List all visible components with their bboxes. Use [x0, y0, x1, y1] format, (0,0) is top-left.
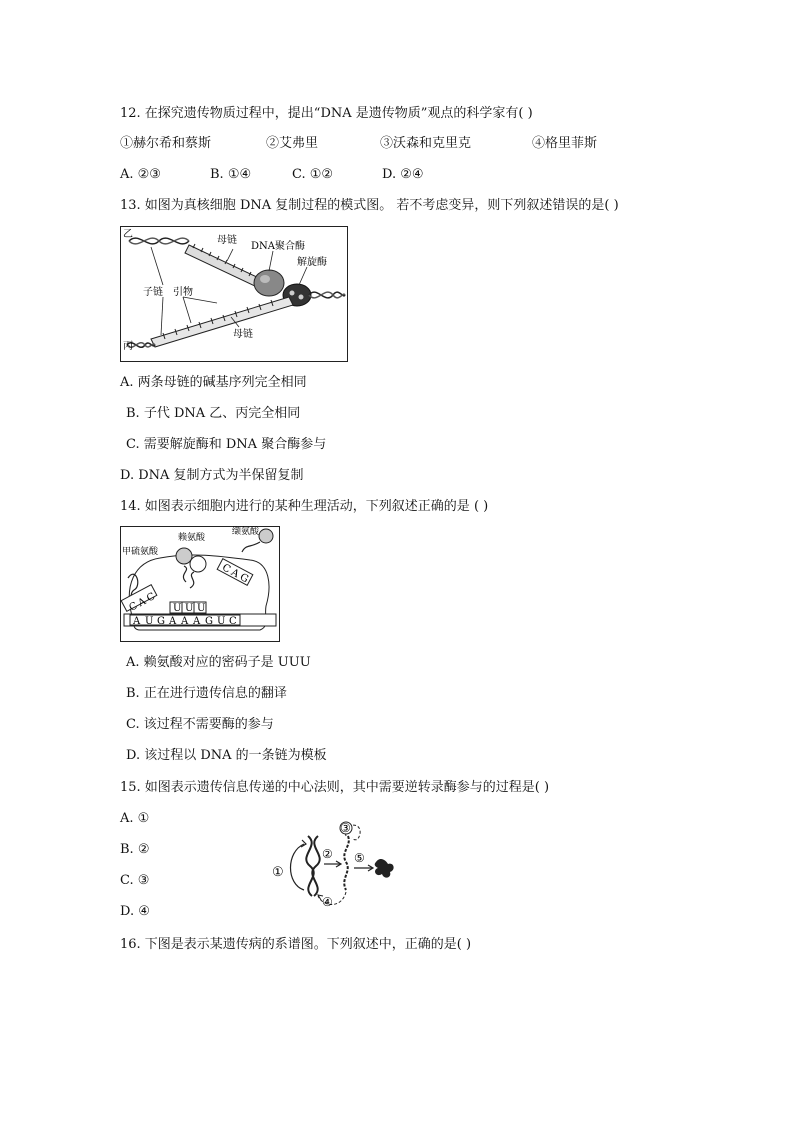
svg-text:C: C — [127, 600, 140, 614]
translation-diagram — [120, 526, 280, 642]
q13-option-b: B. 子代 DNA 乙、丙完全相同 — [126, 406, 301, 421]
q15-option-a: A. ① — [120, 811, 150, 826]
q12-option-a: A. ②③ — [120, 167, 161, 182]
svg-text:C: C — [220, 562, 233, 576]
dna-replication-diagram — [121, 227, 347, 361]
label-process-1: ① — [272, 865, 284, 880]
label-methionine: 甲硫氨酸 — [122, 547, 159, 557]
svg-text:G: G — [157, 616, 165, 627]
svg-text:A: A — [193, 616, 201, 627]
q14-option-d: D. 该过程以 DNA 的一条链为模板 — [126, 748, 327, 763]
svg-text:C: C — [229, 616, 237, 627]
q13-option-a: A. 两条母链的碱基序列完全相同 — [120, 375, 307, 390]
q15-option-d: D. ④ — [120, 904, 150, 919]
q13-stem: 13. 如图为真核细胞 DNA 复制过程的模式图。 若不考虑变异，则下列叙述错误的是( ) — [120, 198, 619, 213]
lower-strand-ribbon — [151, 297, 293, 347]
q12-option-d: D. ②④ — [382, 167, 424, 182]
q14-option-c: C. 该过程不需要酶的参与 — [126, 717, 274, 732]
q13-option-c: C. 需要解旋酶和 DNA 聚合酶参与 — [126, 437, 327, 452]
rna-strand-icon — [344, 836, 349, 890]
svg-text:U: U — [185, 603, 194, 614]
label-bing: 丙 — [123, 341, 133, 352]
svg-text:U: U — [217, 616, 226, 627]
protein-icon — [375, 859, 394, 878]
label-process-4: ④ — [322, 895, 333, 909]
amino-acid-ball — [190, 556, 206, 572]
valine-ball — [259, 529, 273, 543]
upper-strand-ribbon — [185, 245, 261, 287]
q13-option-d: D. DNA 复制方式为半保留复制 — [120, 468, 304, 483]
q12-item-3: ③沃森和克里克 — [380, 136, 472, 151]
label-valine: 缬氨酸 — [232, 527, 260, 537]
q12-option-c: C. ①② — [292, 167, 334, 182]
label-dna-polymerase: DNA聚合酶 — [251, 241, 305, 252]
svg-text:A: A — [133, 616, 141, 627]
label-process-5: ⑤ — [354, 851, 365, 865]
q14-option-b: B. 正在进行遗传信息的翻译 — [126, 686, 287, 701]
svg-text:A: A — [229, 567, 241, 581]
translation-figure — [120, 526, 280, 642]
mrna-bases — [132, 616, 237, 627]
lysine-ball — [176, 548, 192, 564]
dna-polymerase-shape — [254, 270, 284, 296]
q12-item-2: ②艾弗里 — [266, 136, 319, 151]
dna-helix-icon — [306, 836, 313, 896]
label-process-3: ③ — [340, 821, 351, 835]
central-dogma-diagram — [268, 818, 398, 910]
label-process-2: ② — [322, 847, 333, 861]
svg-text:A: A — [181, 616, 189, 627]
svg-text:C: C — [145, 591, 158, 605]
dna-replication-figure — [120, 226, 348, 362]
q15-option-c: C. ③ — [120, 873, 150, 888]
svg-text:G: G — [237, 571, 251, 586]
label-parent-strand-bottom: 母链 — [233, 329, 253, 340]
label-parent-strand-top: 母链 — [217, 235, 237, 246]
q15-stem: 15. 如图表示遗传信息传递的中心法则，其中需要逆转录酶参与的过程是( ) — [120, 780, 550, 795]
q12-item-1: ①赫尔希和蔡斯 — [120, 136, 212, 151]
label-daughter-strand: 子链 — [143, 287, 163, 298]
q16-stem: 16. 下图是表示某遗传病的系谱图。下列叙述中，正确的是( ) — [120, 937, 472, 952]
q12-stem: 12. 在探究遗传物质过程中，提出“DNA 是遗传物质”观点的科学家有( ) — [120, 106, 533, 121]
q12-item-4: ④格里菲斯 — [532, 136, 598, 151]
svg-text:U: U — [173, 603, 182, 614]
q14-option-a: A. 赖氨酸对应的密码子是 UUU — [126, 655, 311, 670]
central-dogma-figure — [268, 818, 398, 910]
svg-text:A: A — [169, 616, 177, 627]
label-lysine: 赖氨酸 — [178, 533, 206, 543]
q14-stem: 14. 如图表示细胞内进行的某种生理活动，下列叙述正确的是 ( ) — [120, 499, 489, 514]
svg-text:A: A — [136, 596, 148, 610]
label-primer: 引物 — [173, 287, 193, 298]
q15-option-b: B. ② — [120, 842, 150, 857]
q12-option-b: B. ①④ — [210, 167, 252, 182]
svg-text:U: U — [197, 603, 206, 614]
label-yi: 乙 — [123, 229, 133, 240]
svg-text:G: G — [205, 616, 213, 627]
label-helicase: 解旋酶 — [297, 257, 327, 268]
svg-text:U: U — [145, 616, 154, 627]
